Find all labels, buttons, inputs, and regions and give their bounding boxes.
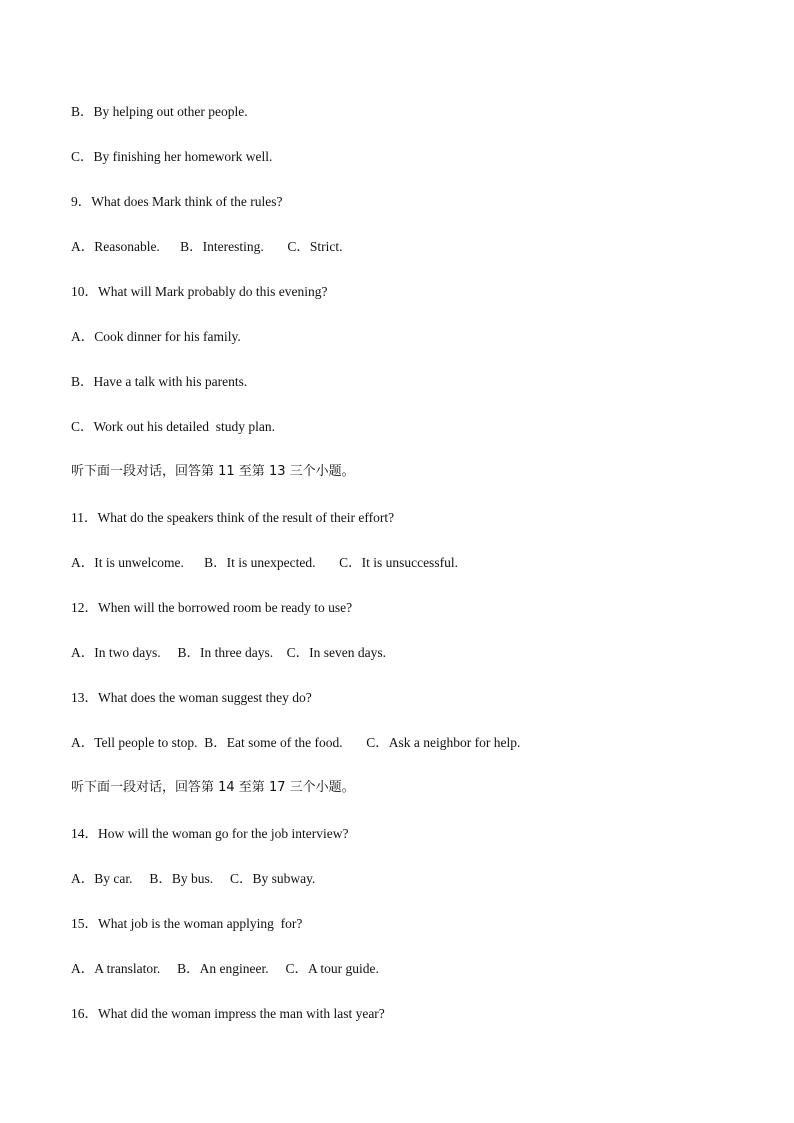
options-9: A．Reasonable. B．Interesting. C．Strict. xyxy=(71,239,343,254)
options-14: A．By car. B．By bus. C．By subway. xyxy=(71,871,316,886)
options-13: A．Tell people to stop. B．Eat some of the food. C．Ask a neighbor for help. xyxy=(71,735,521,750)
question-12: 12．When will the borrowed room be ready to use? xyxy=(71,600,353,615)
option-8b: B．By helping out other people. xyxy=(71,104,248,119)
question-10: 10．What will Mark probably do this evening? xyxy=(71,284,328,299)
option-10a: A．Cook dinner for his family. xyxy=(71,329,241,344)
question-14: 14．How will the woman go for the job interview? xyxy=(71,826,349,841)
question-13: 13．What does the woman suggest they do? xyxy=(71,690,312,705)
option-8c: C．By finishing her homework well. xyxy=(71,149,273,164)
option-10b: B．Have a talk with his parents. xyxy=(71,374,248,389)
options-11: A．It is unwelcome. B．It is unexpected. C．It is unsuccessful. xyxy=(71,555,458,570)
options-12: A．In two days. B．In three days. C．In seven days. xyxy=(71,645,386,660)
section-instruction-11-13: 听下面一段对话，回答第 11 至第 13 三个小题。 xyxy=(71,464,355,479)
question-9: 9．What does Mark think of the rules? xyxy=(71,194,283,209)
options-15: A．A translator. B．An engineer. C．A tour guide. xyxy=(71,961,379,976)
question-11: 11．What do the speakers think of the result of their effort? xyxy=(71,510,395,525)
option-10c: C．Work out his detailed study plan. xyxy=(71,419,276,434)
question-15: 15．What job is the woman applying for? xyxy=(71,916,303,931)
section-instruction-14-17: 听下面一段对话，回答第 14 至第 17 三个小题。 xyxy=(71,780,355,795)
question-16: 16．What did the woman impress the man with last year? xyxy=(71,1006,385,1021)
